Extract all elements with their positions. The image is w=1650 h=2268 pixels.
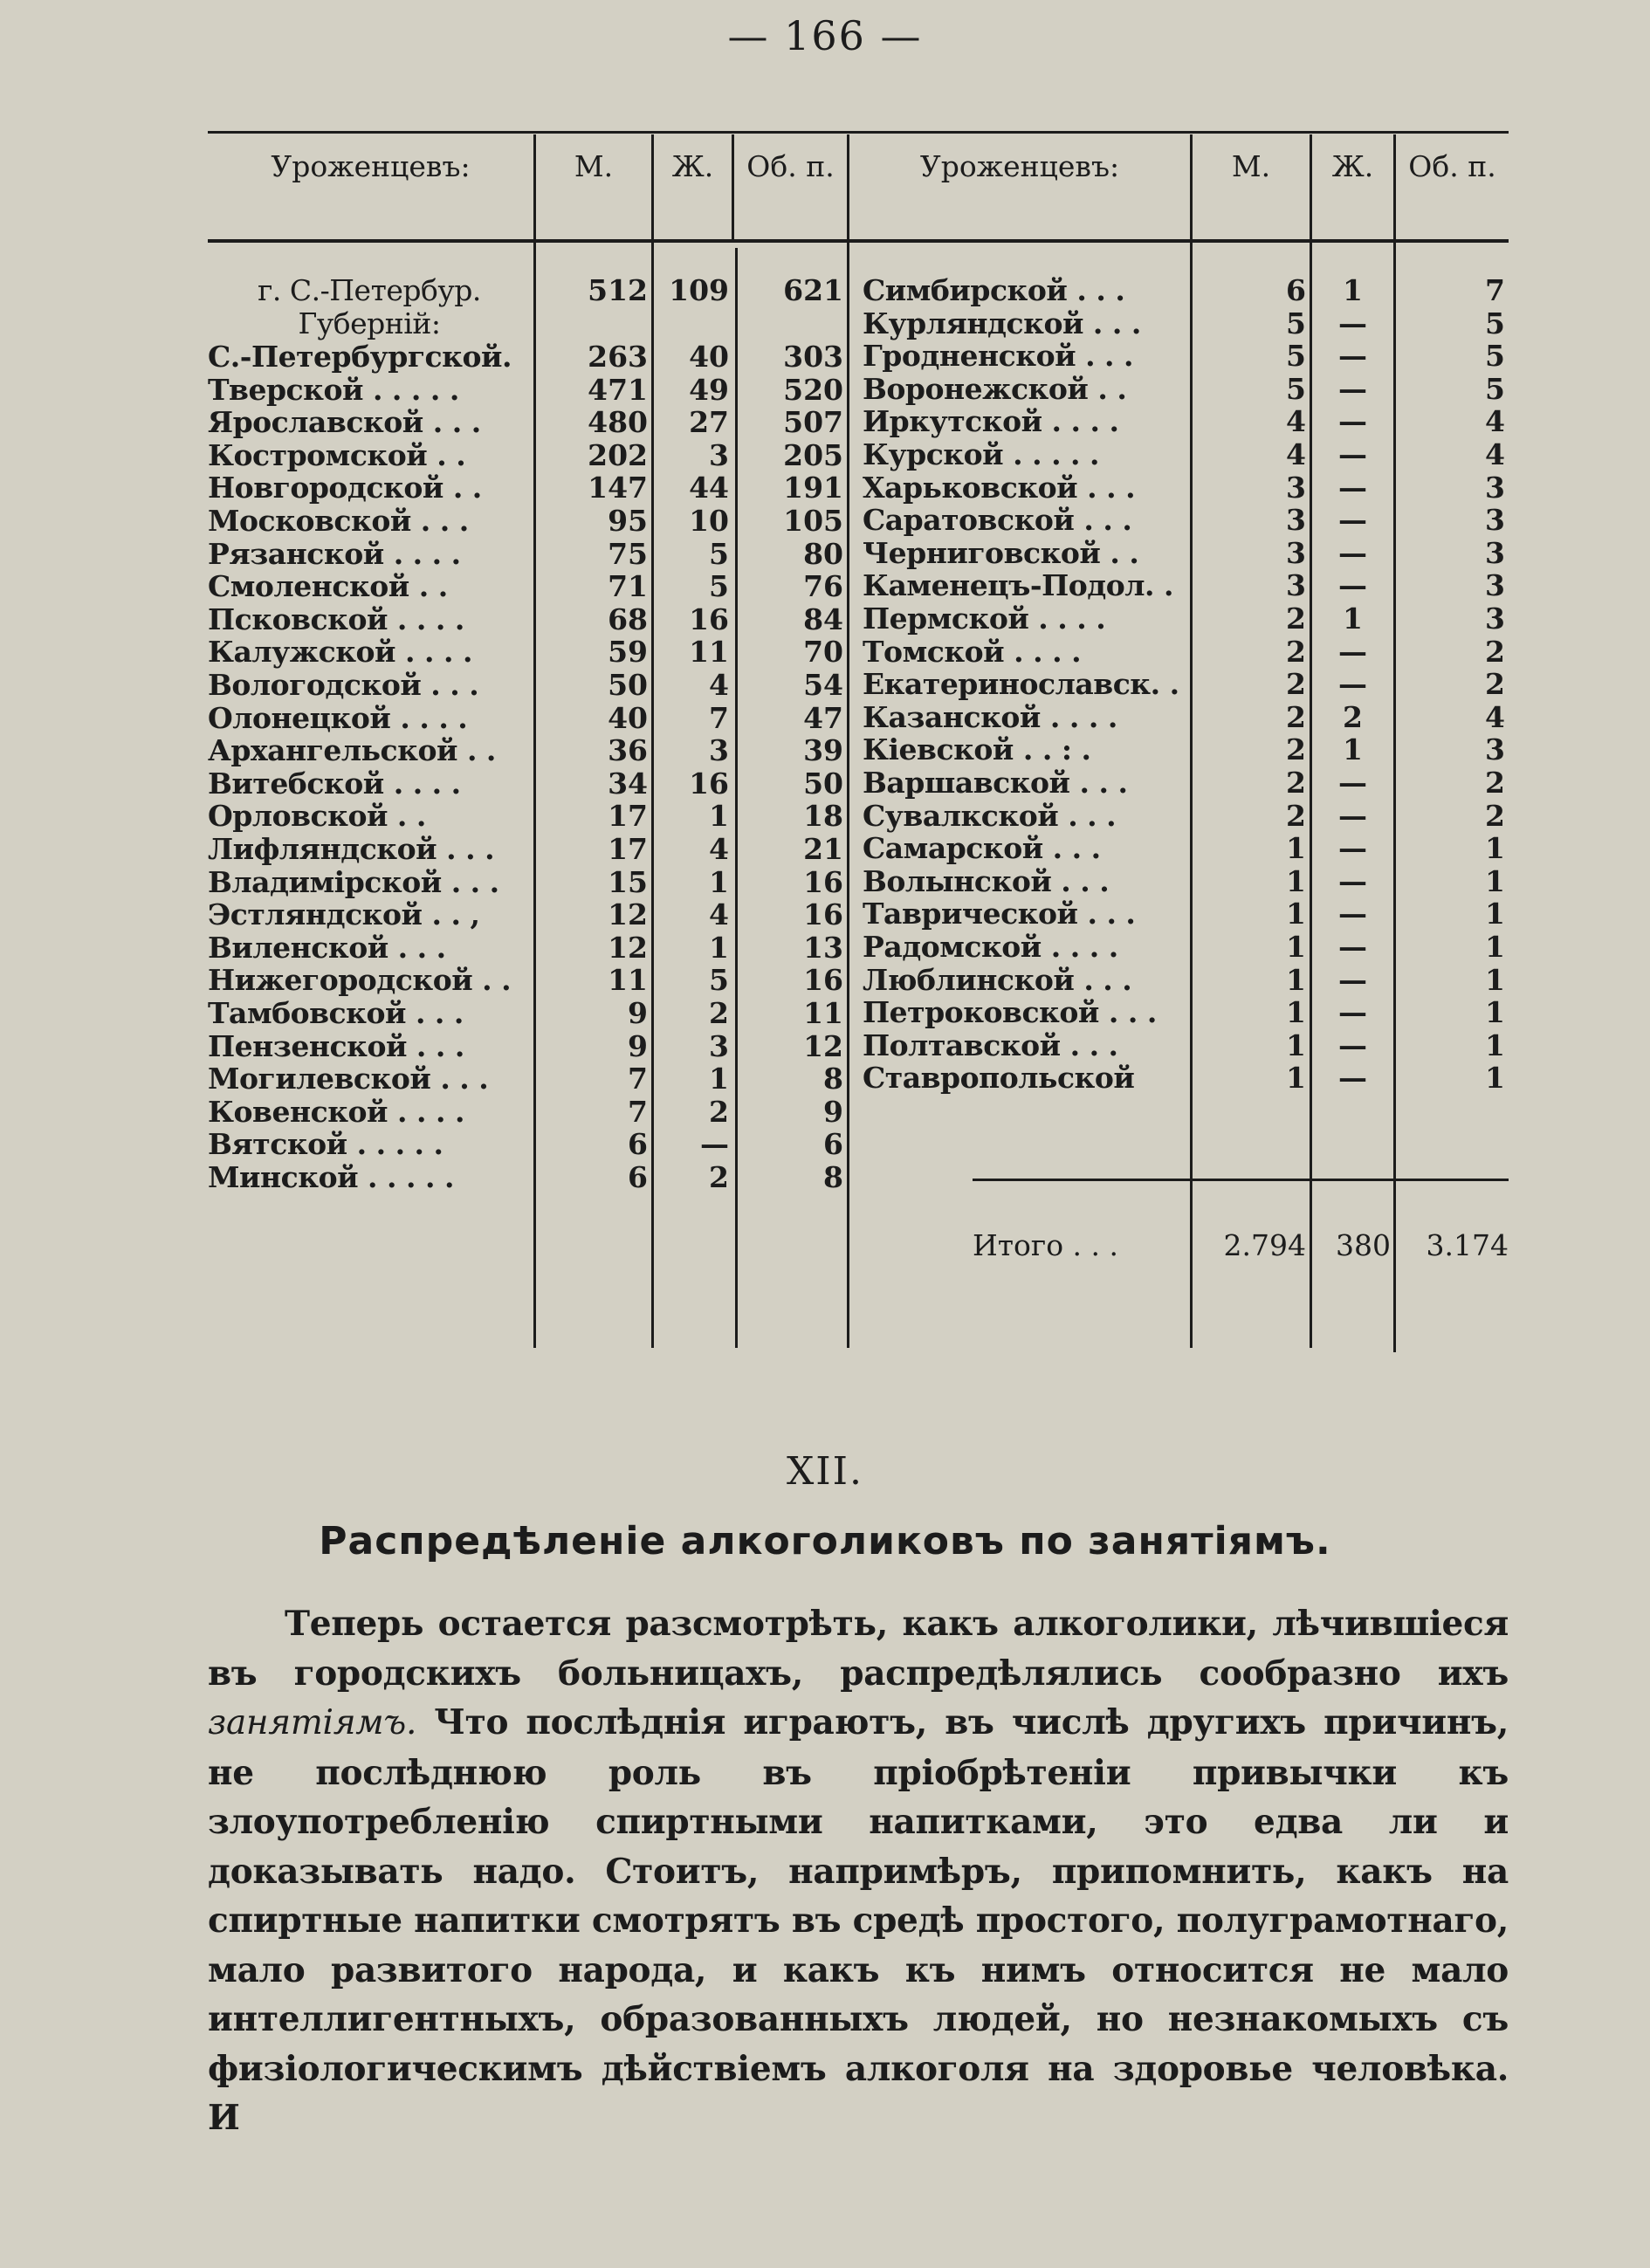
men-count: 15 (608, 864, 648, 899)
men-count: 1 (1286, 1061, 1306, 1096)
province-name: Губерній: (298, 306, 441, 340)
men-count: 3 (1286, 470, 1306, 505)
men-count: 2 (1286, 732, 1306, 767)
province-name: Радомской . . . . (863, 930, 1118, 964)
table-row (208, 471, 1509, 505)
table-row (208, 537, 1509, 570)
province-name: Томской . . . . (863, 634, 1082, 669)
table-row (208, 766, 1509, 800)
women-count: — (1338, 962, 1367, 997)
women-count: — (1338, 1027, 1367, 1062)
province-name: Саратовской . . . (863, 503, 1132, 538)
men-count: 3 (1286, 503, 1306, 538)
table-row (208, 405, 1509, 438)
total-count: 621 (783, 273, 843, 307)
men-count: 7 (628, 1062, 648, 1096)
total-count: 3 (1485, 470, 1505, 505)
women-count: — (1338, 995, 1367, 1030)
table-row (208, 701, 1509, 734)
women-count: 1 (1343, 732, 1363, 767)
men-count: 1 (1286, 831, 1306, 866)
province-name: Ковенской . . . . (208, 1094, 464, 1129)
total-count: 76 (803, 569, 843, 604)
men-count: 95 (608, 504, 648, 538)
province-name: Пермской . . . . (863, 601, 1106, 636)
women-count: 1 (709, 799, 729, 834)
total-count: 21 (803, 832, 843, 866)
women-count: 3 (709, 1028, 729, 1063)
body-text-part2: Что послѣднія играютъ, въ числѣ другихъ причинъ, не послѣднюю роль въ пріобрѣтеніи привычки къ злоупотребленію спиртными напитками, это едва ли и доказывать надо. Стоитъ, напримѣръ, припомнить, какъ на спиртные напитки смотрятъ въ средѣ простого, полуграмотнаго, мало развитого народа, и какъ къ нимъ относится не мало интеллигентныхъ, образованныхъ людей, но незнакомыхъ съ физіологическимъ дѣйствіемъ алкоголя на здоровье человѣка. И (208, 1702, 1509, 2138)
women-count: 49 (689, 372, 729, 407)
women-count: — (1338, 371, 1367, 406)
province-name: Олонецкой . . . . (208, 700, 468, 735)
men-count: 3 (1286, 535, 1306, 570)
table-row (208, 964, 1509, 997)
table-row (208, 340, 1509, 373)
women-count: 5 (709, 536, 729, 571)
men-count: 40 (608, 700, 648, 735)
women-count: 1 (709, 930, 729, 965)
total-count: 13 (803, 930, 843, 965)
total-women: 380 (1336, 1228, 1391, 1262)
women-count: 16 (689, 601, 729, 636)
women-count: 7 (709, 700, 729, 735)
section-number: XII. (786, 1449, 864, 1494)
total-count: 39 (803, 733, 843, 768)
women-count: — (1338, 306, 1367, 340)
men-count: 6 (628, 1160, 648, 1194)
total-count: 12 (803, 1028, 843, 1063)
header-women: Ж. (1331, 149, 1374, 183)
men-count: 17 (608, 832, 648, 866)
men-count: 1 (1286, 930, 1306, 964)
men-count: 50 (608, 668, 648, 702)
men-count: 1 (1286, 897, 1306, 931)
total-count: 6 (823, 1127, 843, 1162)
total-count: 4 (1485, 404, 1505, 439)
men-count: 12 (608, 897, 648, 932)
total-count: 5 (1485, 306, 1505, 340)
men-count: 3 (1286, 568, 1306, 603)
women-count: 1 (1343, 601, 1363, 636)
province-name: Варшавской . . . (863, 766, 1128, 800)
province-name: Пензенской . . . (208, 1028, 464, 1063)
total-count: 1 (1485, 962, 1505, 997)
men-count: 263 (588, 340, 648, 374)
province-name: Петроковской . . . (863, 995, 1157, 1030)
province-name: Псковской . . . . (208, 601, 464, 636)
total-count: 4 (1485, 699, 1505, 734)
table-row (208, 1096, 1509, 1129)
total-label: Итого . . . (973, 1228, 1118, 1262)
women-count: — (1338, 831, 1367, 866)
province-name: Витебской . . . . (208, 766, 461, 801)
women-count: 4 (709, 668, 729, 702)
province-name: Орловской . . (208, 799, 426, 834)
women-count: — (1338, 930, 1367, 964)
province-name: Нижегородской . . (208, 963, 512, 998)
total-count: 520 (783, 372, 843, 407)
women-count: — (1338, 1061, 1367, 1096)
province-name: Могилевской . . . (208, 1062, 489, 1096)
men-count: 480 (588, 405, 648, 440)
men-count: 5 (1286, 371, 1306, 406)
province-name: Курской . . . . . (863, 437, 1100, 471)
table-row (208, 636, 1509, 669)
province-name: Симбирской . . . (863, 273, 1125, 307)
province-name: Московской . . . (208, 504, 469, 538)
province-name: Люблинской . . . (863, 962, 1132, 997)
men-count: 12 (608, 930, 648, 965)
province-name: Архангельской . . (208, 733, 496, 768)
women-count: 40 (689, 340, 729, 374)
men-count: 9 (628, 996, 648, 1030)
women-count: 1 (1343, 273, 1363, 307)
total-count: 7 (1485, 273, 1505, 307)
total-count: 18 (803, 799, 843, 834)
men-count: 2 (1286, 601, 1306, 636)
total-count: 507 (783, 405, 843, 440)
province-name: Курляндской . . . (863, 306, 1141, 340)
total-count: 11 (803, 996, 843, 1030)
total-count: 2 (1485, 798, 1505, 833)
women-count: 3 (709, 733, 729, 768)
total-count: 54 (803, 668, 843, 702)
total-count: 205 (783, 437, 843, 472)
women-count: — (1338, 568, 1367, 603)
men-count: 17 (608, 799, 648, 834)
province-name: Казанской . . . . (863, 699, 1117, 734)
total-overall: 3.174 (1426, 1228, 1509, 1262)
total-count: 16 (803, 864, 843, 899)
men-count: 1 (1286, 863, 1306, 898)
province-name: Гродненской . . . (863, 339, 1134, 374)
total-count: 50 (803, 766, 843, 801)
province-name: Эстляндской . . , (208, 897, 480, 932)
total-count: 80 (803, 536, 843, 571)
men-count: 1 (1286, 962, 1306, 997)
body-paragraph (208, 1599, 1509, 2143)
header-natives: Уроженцевъ: (271, 149, 471, 183)
women-count: — (1338, 339, 1367, 374)
table-row (208, 504, 1509, 537)
province-name: Черниговской . . (863, 535, 1139, 570)
body-text-part1: Теперь остается разсмотрѣть, какъ алкоголики, лѣчившіеся въ городскихъ больницахъ, распредѣлялись сообразно ихъ (208, 1604, 1509, 1694)
men-count: 512 (588, 273, 648, 307)
province-name: Лифляндской . . . (208, 832, 495, 866)
men-count: 1 (1286, 995, 1306, 1030)
table-row (208, 438, 1509, 471)
section-title: Распредѣленіе алкоголиковъ по занятіямъ. (319, 1519, 1331, 1564)
total-count: 1 (1485, 1061, 1505, 1096)
women-count: 5 (709, 569, 729, 604)
men-count: 4 (1286, 404, 1306, 439)
women-count: — (1338, 798, 1367, 833)
men-count: 5 (1286, 339, 1306, 374)
table-row (208, 668, 1509, 701)
women-count: 1 (709, 864, 729, 899)
total-count: 4 (1485, 437, 1505, 471)
men-count: 2 (1286, 667, 1306, 702)
men-count: 75 (608, 536, 648, 571)
women-count: 109 (669, 273, 729, 307)
men-count: 471 (588, 372, 648, 407)
women-count: — (1338, 766, 1367, 800)
men-count: 6 (1286, 273, 1306, 307)
men-count: 147 (588, 471, 648, 505)
total-count: 105 (783, 504, 843, 538)
men-count: 2 (1286, 766, 1306, 800)
body-text-emphasis: занятіямъ. (208, 1703, 417, 1742)
table-row (208, 1128, 1509, 1161)
table-row (208, 996, 1509, 1029)
natives-table (208, 108, 1509, 1326)
province-name: Костромской . . (208, 437, 466, 472)
page-number: — 166 — (727, 12, 923, 59)
province-name: Виленской . . . (208, 930, 446, 965)
men-count: 11 (608, 963, 648, 998)
total-count: 2 (1485, 766, 1505, 800)
header-natives: Уроженцевъ: (919, 149, 1120, 183)
women-count: 4 (709, 897, 729, 932)
province-name: Тверской . . . . . (208, 372, 459, 407)
table-row (208, 307, 1509, 340)
women-count: 2 (1343, 699, 1363, 734)
men-count: 71 (608, 569, 648, 604)
province-name: Харьковской . . . (863, 470, 1136, 505)
total-count: 1 (1485, 831, 1505, 866)
province-name: Таврической . . . (863, 897, 1136, 931)
total-count: 1 (1485, 930, 1505, 964)
province-name: Ярославской . . . (208, 405, 481, 440)
province-name: Смоленской . . (208, 569, 448, 604)
women-count: 44 (689, 471, 729, 505)
total-count: 70 (803, 635, 843, 670)
total-count: 2 (1485, 667, 1505, 702)
total-count: 3 (1485, 535, 1505, 570)
total-count: 8 (823, 1160, 843, 1194)
total-count: 3 (1485, 732, 1505, 767)
men-count: 202 (588, 437, 648, 472)
total-count: 16 (803, 897, 843, 932)
total-count: 303 (783, 340, 843, 374)
women-count: — (1338, 634, 1367, 669)
men-count: 2 (1286, 634, 1306, 669)
table-row (208, 1029, 1509, 1062)
province-name: Новгородской . . (208, 471, 482, 505)
province-name: Кіевской . . : . (863, 732, 1091, 767)
total-count: 8 (823, 1062, 843, 1096)
women-count: — (1338, 437, 1367, 471)
province-name: Каменецъ-Подол. . (863, 568, 1174, 603)
province-name: Полтавской . . . (863, 1027, 1118, 1062)
women-count: 11 (689, 635, 729, 670)
province-name: Воронежской . . (863, 371, 1127, 406)
total-count: 84 (803, 601, 843, 636)
men-count: 7 (628, 1094, 648, 1129)
table-row (208, 733, 1509, 766)
province-name: Иркутской . . . . (863, 404, 1119, 439)
women-count: 2 (709, 1094, 729, 1129)
table-row (208, 931, 1509, 964)
header-men: М. (1231, 149, 1271, 183)
men-count: 34 (608, 766, 648, 801)
table-row (208, 602, 1509, 636)
women-count: 27 (689, 405, 729, 440)
table-row (208, 897, 1509, 931)
province-name: Вологодской . . . (208, 668, 479, 702)
header-total: Об. п. (1408, 149, 1496, 183)
women-count: — (1338, 503, 1367, 538)
total-count: 1 (1485, 863, 1505, 898)
table-row (208, 569, 1509, 602)
total-count: 16 (803, 963, 843, 998)
total-count: 3 (1485, 601, 1505, 636)
table-row (208, 800, 1509, 833)
men-count: 2 (1286, 699, 1306, 734)
men-count: 5 (1286, 306, 1306, 340)
table-row (208, 274, 1509, 307)
men-count: 2 (1286, 798, 1306, 833)
province-name: Минской . . . . . (208, 1160, 454, 1194)
province-name: Волынской . . . (863, 863, 1110, 898)
women-count: 16 (689, 766, 729, 801)
header-men: М. (574, 149, 614, 183)
women-count: 1 (709, 1062, 729, 1096)
province-name: Рязанской . . . . (208, 536, 461, 571)
total-row (208, 1229, 1509, 1262)
province-name: Сувалкской . . . (863, 798, 1117, 833)
total-count: 1 (1485, 995, 1505, 1030)
total-count: 5 (1485, 339, 1505, 374)
women-count: 2 (709, 1160, 729, 1194)
women-count: — (1338, 863, 1367, 898)
province-name: Вятской . . . . . (208, 1127, 443, 1162)
men-count: 9 (628, 1028, 648, 1063)
header-women: Ж. (671, 149, 714, 183)
total-count: 191 (783, 471, 843, 505)
province-name: Тамбовской . . . (208, 996, 464, 1030)
total-men: 2.794 (1223, 1228, 1306, 1262)
men-count: 59 (608, 635, 648, 670)
total-count: 2 (1485, 634, 1505, 669)
women-count: — (700, 1127, 729, 1162)
table-row (208, 832, 1509, 865)
women-count: 3 (709, 437, 729, 472)
table-row (208, 1161, 1509, 1194)
women-count: — (1338, 667, 1367, 702)
header-total: Об. п. (746, 149, 835, 183)
men-count: 6 (628, 1127, 648, 1162)
total-count: 5 (1485, 371, 1505, 406)
total-count: 1 (1485, 1027, 1505, 1062)
province-name: Екатеринославск. . (863, 667, 1179, 702)
total-count: 3 (1485, 568, 1505, 603)
table-row (208, 865, 1509, 898)
women-count: — (1338, 470, 1367, 505)
women-count: 10 (689, 504, 729, 538)
women-count: — (1338, 404, 1367, 439)
men-count: 1 (1286, 1027, 1306, 1062)
province-name: С.-Петербургской. (208, 340, 512, 374)
table-row (208, 1062, 1509, 1095)
women-count: — (1338, 535, 1367, 570)
men-count: 68 (608, 601, 648, 636)
men-count: 36 (608, 733, 648, 768)
women-count: 5 (709, 963, 729, 998)
total-count: 9 (823, 1094, 843, 1129)
table-row (208, 373, 1509, 406)
men-count: 4 (1286, 437, 1306, 471)
total-count: 3 (1485, 503, 1505, 538)
total-count: 47 (803, 700, 843, 735)
province-name: Самарской . . . (863, 831, 1101, 866)
women-count: — (1338, 897, 1367, 931)
province-name: г. С.-Петербур. (258, 273, 481, 307)
total-count: 1 (1485, 897, 1505, 931)
province-name: Калужской . . . . (208, 635, 472, 670)
province-name: Владимірской . . . (208, 864, 499, 899)
women-count: 2 (709, 996, 729, 1030)
province-name: Ставропольской (863, 1061, 1135, 1096)
women-count: 4 (709, 832, 729, 866)
table-top-rule (208, 131, 1509, 134)
table-header-rule (208, 239, 1509, 243)
